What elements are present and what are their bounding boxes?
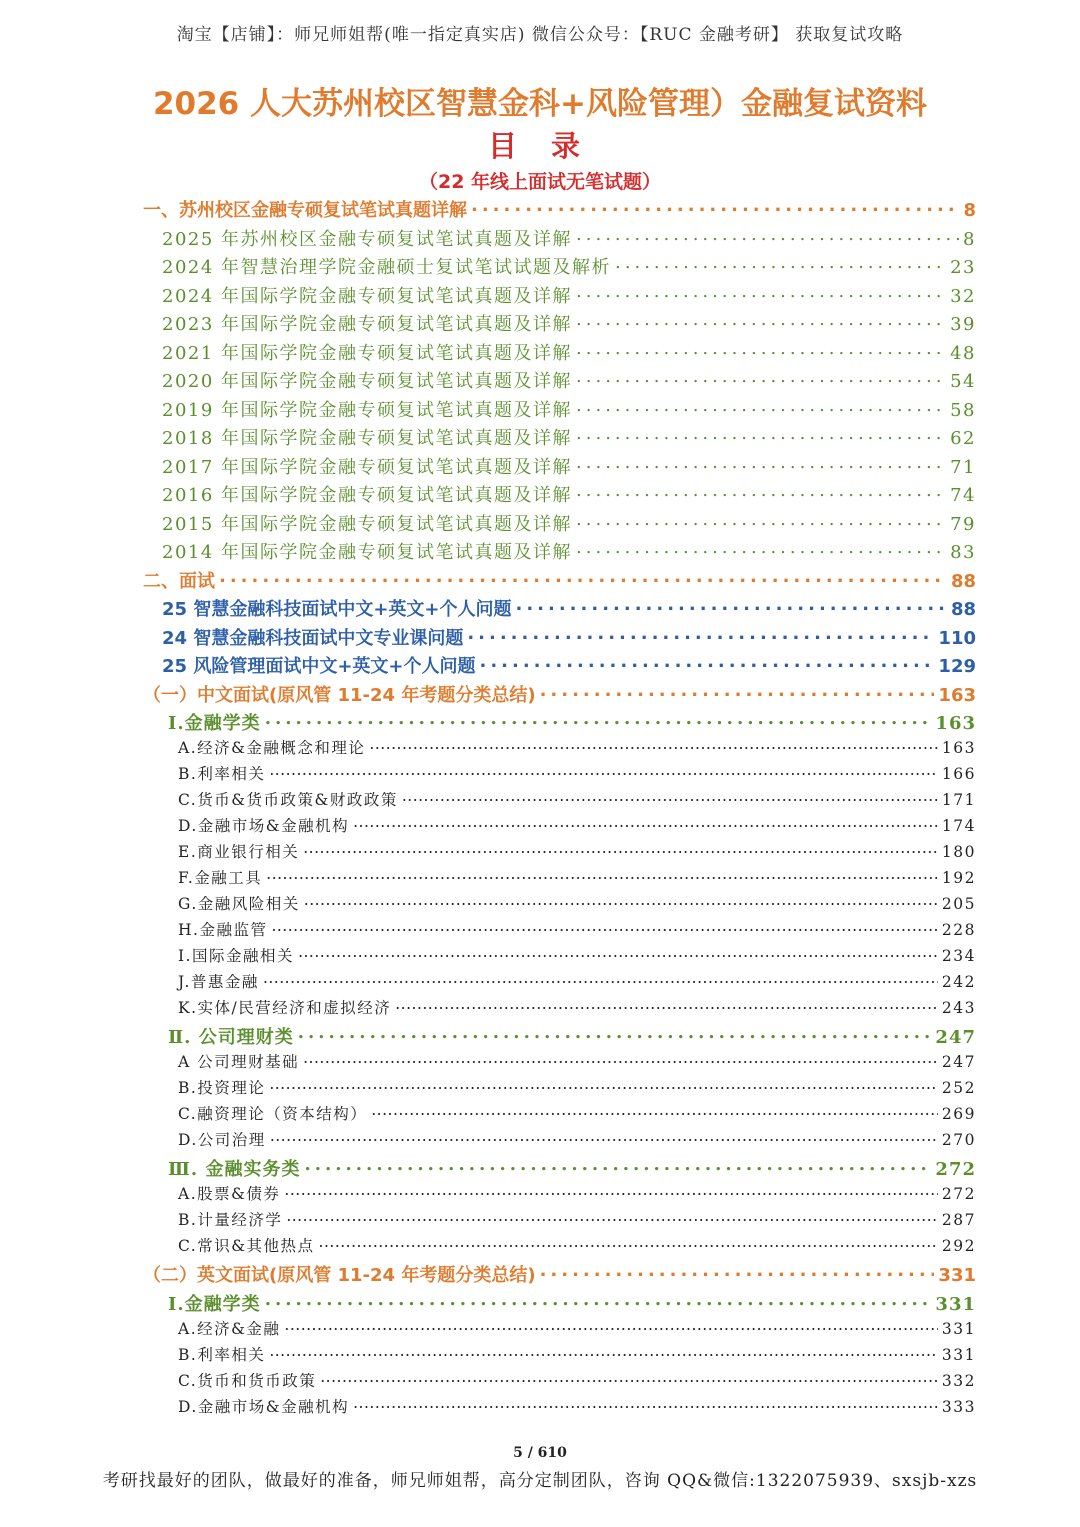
toc-entry-page: 62 [950, 428, 976, 449]
page-number: 5 / 610 [513, 1445, 567, 1461]
toc-entry-page: 163 [941, 739, 976, 757]
toc-entry[interactable] [143, 681, 976, 707]
toc-entry[interactable] [178, 762, 976, 784]
toc-entry-label: Ⅰ.金融学类 [168, 713, 261, 734]
toc-entry[interactable] [162, 481, 976, 507]
toc-entry-page: 171 [941, 791, 976, 809]
toc-entry-page: 23 [950, 257, 976, 278]
toc-entry-page: 174 [941, 817, 976, 835]
toc-entry[interactable] [162, 225, 976, 251]
toc-entry-label: C.融资理论（资本结构） [178, 1105, 368, 1123]
toc-leader-dots [576, 426, 946, 444]
toc-entry[interactable] [178, 840, 976, 862]
toc-entry[interactable] [162, 424, 976, 450]
toc-entry-label: 24 智慧金融科技面试中文专业课问题 [162, 627, 464, 649]
toc-leader-dots [369, 738, 937, 754]
toc-entry[interactable] [168, 1023, 976, 1049]
toc-entry-label: G.金融风险相关 [178, 895, 300, 913]
toc-leader-dots [467, 626, 934, 644]
toc-entry-page: 32 [950, 285, 976, 307]
toc-entry[interactable] [178, 788, 976, 810]
toc-leader-dots [576, 341, 946, 359]
toc-entry-page: 269 [941, 1105, 976, 1123]
toc-entry-label: K.实体/民营经济和虚拟经济 [178, 999, 392, 1017]
toc-entry-label: 2025 年苏州校区金融专硕复试笔试真题及详解 [162, 228, 573, 250]
toc-entry-label: A.经济&金融概念和理论 [178, 739, 366, 757]
toc-entry-label: Ⅱ. 公司理财类 [168, 1027, 294, 1048]
toc-entry-page: 58 [950, 399, 976, 421]
toc-entry-page: 331 [941, 1345, 976, 1364]
toc-entry-label: Ⅲ. 金融实务类 [168, 1159, 301, 1180]
toc-entry-page: 88 [950, 599, 976, 620]
toc-entry[interactable] [162, 367, 976, 393]
toc-entry-label: B.计量经济学 [178, 1211, 283, 1229]
toc-entry[interactable] [162, 652, 976, 678]
toc-heading: 目 录 [487, 129, 593, 163]
toc-entry-page: 332 [941, 1371, 976, 1390]
toc-entry-page: 272 [935, 1159, 976, 1180]
toc-entry-page: 54 [950, 371, 976, 392]
toc-leader-dots [576, 312, 946, 330]
toc-entry[interactable] [178, 1102, 976, 1124]
toc-entry[interactable] [178, 1395, 976, 1417]
toc-note: （22 年线上面试无笔试题） [418, 171, 662, 193]
toc-entry-label: 25 智慧金融科技面试中文+英文+个人问题 [162, 599, 512, 620]
toc-entry[interactable] [178, 1128, 976, 1150]
toc-leader-dots [576, 455, 946, 473]
toc-entry-page: 79 [950, 513, 976, 535]
toc-leader-dots [540, 1263, 935, 1281]
toc-entry-page: 205 [941, 895, 976, 913]
toc-leader-dots [269, 1078, 938, 1094]
toc-leader-dots [395, 998, 938, 1014]
toc-leader-dots [266, 868, 938, 884]
toc-leader-dots [286, 1210, 938, 1226]
toc-entry-label: A.股票&债券 [178, 1185, 281, 1203]
toc-leader-dots [576, 483, 946, 501]
toc-entry[interactable] [162, 538, 976, 564]
toc-entry-page: 247 [941, 1053, 976, 1071]
toc-entry-page: 180 [941, 843, 976, 861]
toc-leader-dots [576, 512, 946, 530]
toc-entry-label: 一、苏州校区金融专硕复试笔试真题详解 [143, 200, 467, 221]
toc-leader-dots [269, 1344, 938, 1360]
toc-entry-page: 71 [950, 456, 976, 478]
toc-leader-dots [284, 1184, 937, 1200]
toc-entry-label: （一）中文面试(原风管 11-24 年考题分类总结) [143, 684, 536, 706]
toc-entry-page: 287 [941, 1211, 976, 1229]
toc-entry-label: I.国际金融相关 [178, 947, 295, 965]
toc-entry-label: A 公司理财基础 [178, 1053, 300, 1071]
toc-entry-label: B.投资理论 [178, 1079, 266, 1097]
toc-leader-dots [298, 1025, 932, 1043]
toc-leader-dots [371, 1104, 938, 1120]
toc-entry-label: E.商业银行相关 [178, 843, 300, 861]
toc-entry[interactable] [162, 310, 976, 336]
toc-entry[interactable] [162, 396, 976, 422]
toc-leader-dots [576, 369, 946, 387]
toc-entry-label: 2017 年国际学院金融专硕复试笔试真题及详解 [162, 456, 573, 478]
toc-entry[interactable] [162, 339, 976, 365]
toc-leader-dots [540, 683, 935, 701]
toc-entry-page: 192 [941, 869, 976, 887]
toc-entry-label: 2016 年国际学院金融专硕复试笔试真题及详解 [162, 485, 573, 506]
toc-leader-dots [298, 946, 938, 962]
toc-entry[interactable] [168, 1155, 976, 1181]
toc-entry-label: C.货币和货币政策 [178, 1371, 317, 1390]
toc-leader-dots [303, 1052, 938, 1068]
toc-entry-label: Ⅰ.金融学类 [168, 1293, 261, 1315]
toc-entry[interactable] [162, 595, 976, 621]
toc-entry-page: 166 [941, 765, 976, 783]
toc-entry[interactable] [162, 282, 976, 308]
toc-entry-label: C.货币&货币政策&财政政策 [178, 791, 398, 809]
toc-entry-page: 333 [941, 1397, 976, 1416]
toc-entry-page: 247 [935, 1027, 976, 1048]
toc-entry[interactable] [178, 1234, 976, 1256]
toc-entry[interactable] [178, 1050, 976, 1072]
toc-entry[interactable] [178, 866, 976, 888]
toc-entry-page: 163 [938, 684, 976, 706]
toc-entry[interactable] [178, 1369, 976, 1391]
toc-entry-label: B.利率相关 [178, 765, 266, 783]
toc-leader-dots [284, 1318, 937, 1334]
toc-leader-dots [304, 1157, 931, 1175]
toc-entry[interactable] [168, 1290, 976, 1316]
toc-entry[interactable] [162, 253, 976, 279]
toc-leader-dots [265, 1292, 932, 1310]
toc-entry[interactable] [178, 944, 976, 966]
toc-entry[interactable] [162, 624, 976, 650]
toc-leader-dots [615, 255, 946, 273]
toc-entry-page: 74 [950, 485, 976, 506]
toc-entry-label: F.金融工具 [178, 869, 263, 887]
toc-entry-label: 2015 年国际学院金融专硕复试笔试真题及详解 [162, 513, 573, 535]
toc-leader-dots [263, 972, 938, 988]
toc-entry[interactable] [143, 196, 976, 222]
toc-leader-dots [402, 790, 938, 806]
toc-entry-page: 331 [938, 1265, 976, 1286]
toc-leader-dots [576, 398, 946, 416]
page-footer: 考研找最好的团队，做最好的准备，师兄师姐帮，高分定制团队，咨询 QQ&微信:1322075939、sxsjb-xzs [102, 1471, 978, 1491]
toc-entry-page: 331 [935, 1293, 976, 1315]
toc-entry-page: 39 [950, 314, 976, 335]
toc-entry-page: 243 [941, 999, 976, 1017]
toc-entry-label: 25 风险管理面试中文+英文+个人问题 [162, 656, 476, 677]
toc-entry[interactable] [162, 453, 976, 479]
toc-entry[interactable] [178, 1182, 976, 1204]
toc-entry-page: 272 [941, 1185, 976, 1203]
toc-entry-label: C.常识&其他热点 [178, 1237, 315, 1255]
toc-leader-dots [304, 894, 938, 910]
toc-entry[interactable] [178, 892, 976, 914]
toc-entry-label: J.普惠金融 [178, 973, 259, 991]
toc-leader-dots [303, 842, 938, 858]
toc-leader-dots [576, 284, 946, 302]
toc-leader-dots [219, 569, 947, 587]
toc-entry[interactable] [178, 1208, 976, 1230]
toc-entry[interactable] [162, 510, 976, 536]
page-header: 淘宝【店铺】：师兄师姐帮(唯一指定真实店) 微信公众号：【RUC 金融考研】 获取复试攻略 [176, 25, 904, 45]
toc-entry[interactable] [178, 1076, 976, 1098]
toc-entry-page: 252 [941, 1079, 976, 1097]
toc-leader-dots [320, 1370, 938, 1386]
toc-entry-label: 2021 年国际学院金融专硕复试笔试真题及详解 [162, 342, 573, 364]
toc-entry[interactable] [178, 996, 976, 1018]
toc-entry-label: 2018 年国际学院金融专硕复试笔试真题及详解 [162, 428, 573, 449]
toc-entry-page: 331 [941, 1319, 976, 1338]
toc-entry[interactable] [178, 918, 976, 940]
toc-entry-label: B.利率相关 [178, 1345, 266, 1364]
toc-leader-dots [353, 1396, 938, 1412]
toc-entry-page: 110 [938, 627, 976, 649]
toc-entry-label: 2023 年国际学院金融专硕复试笔试真题及详解 [162, 314, 573, 335]
toc-entry[interactable] [168, 709, 976, 735]
toc-entry[interactable] [178, 1343, 976, 1365]
toc-entry-page: 228 [941, 921, 976, 939]
toc-entry[interactable] [178, 736, 976, 758]
toc-entry-label: 2020 年国际学院金融专硕复试笔试真题及详解 [162, 371, 573, 392]
toc-leader-dots [271, 920, 937, 936]
document-title: 2026 人大苏州校区智慧金科+风险管理）金融复试资料 [152, 86, 928, 122]
toc-entry-label: A.经济&金融 [178, 1319, 281, 1338]
toc-entry-page: 129 [938, 656, 976, 677]
toc-entry-page: 83 [950, 542, 976, 563]
toc-entry[interactable] [178, 970, 976, 992]
toc-entry-label: D.公司治理 [178, 1131, 266, 1149]
toc-entry-label: 2014 年国际学院金融专硕复试笔试真题及详解 [162, 542, 573, 563]
toc-entry-page: 292 [941, 1237, 976, 1255]
toc-leader-dots [479, 654, 934, 672]
toc-leader-dots [319, 1236, 938, 1252]
toc-leader-dots [270, 1130, 938, 1146]
toc-leader-dots [353, 816, 938, 832]
toc-entry-label: 二、面试 [143, 570, 215, 592]
toc-entry-page: 270 [941, 1131, 976, 1149]
toc-entry-page: 234 [941, 947, 976, 965]
toc-entry[interactable] [143, 567, 976, 593]
toc-leader-dots [471, 198, 959, 216]
toc-entry[interactable] [178, 814, 976, 836]
toc-entry[interactable] [178, 1317, 976, 1339]
toc-leader-dots [576, 540, 946, 558]
toc-entry-page: 163 [935, 713, 976, 734]
toc-entry-label: D.金融市场&金融机构 [178, 817, 350, 835]
toc-entry-label: 2024 年智慧治理学院金融硕士复试笔试试题及解析 [162, 257, 612, 278]
toc-leader-dots [269, 764, 938, 780]
toc-entry-page: 8 [963, 200, 976, 221]
toc-entry-label: （二）英文面试(原风管 11-24 年考题分类总结) [143, 1265, 536, 1286]
toc-entry-label: 2019 年国际学院金融专硕复试笔试真题及详解 [162, 399, 573, 421]
toc-entry-label: D.金融市场&金融机构 [178, 1397, 350, 1416]
toc-entry[interactable] [143, 1261, 976, 1287]
toc-entry-label: 2024 年国际学院金融专硕复试笔试真题及详解 [162, 285, 573, 307]
toc-entry-page: 88 [950, 570, 976, 592]
toc-entry-page: 242 [941, 973, 976, 991]
toc-leader-dots [515, 597, 946, 615]
toc-leader-dots [265, 711, 932, 729]
toc-leader-dots [576, 227, 959, 245]
toc-entry-page: 48 [950, 342, 976, 364]
toc-entry-page: 8 [963, 228, 976, 250]
toc-entry-label: H.金融监管 [178, 921, 268, 939]
